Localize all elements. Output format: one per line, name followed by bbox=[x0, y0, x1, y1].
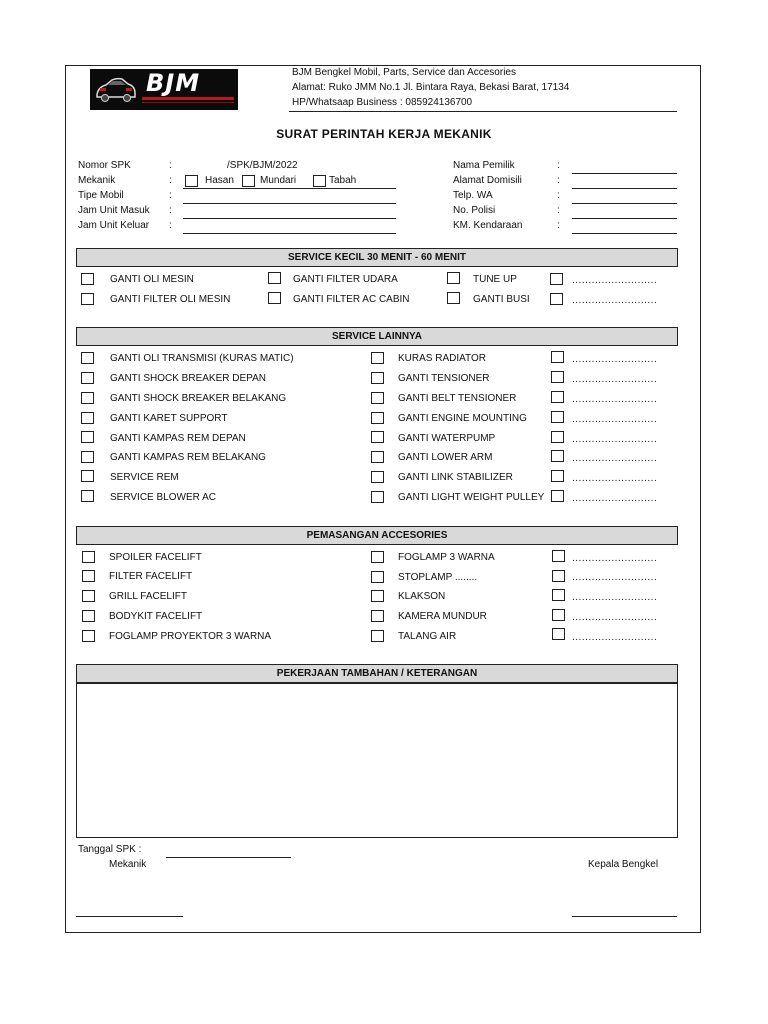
item-ganti-link-stabilizer: GANTI LINK STABILIZER bbox=[398, 472, 513, 483]
item-klakson: KLAKSON bbox=[398, 591, 446, 602]
item-spoiler-facelift: SPOILER FACELIFT bbox=[109, 552, 202, 563]
checkbox-talang-air[interactable] bbox=[371, 630, 384, 642]
checkbox-ganti-light-weight-pulley[interactable] bbox=[371, 491, 384, 503]
extra-field-dots[interactable]: .......................... bbox=[572, 295, 658, 306]
item-ganti-waterpump: GANTI WATERPUMP bbox=[398, 433, 496, 444]
extra-field-dots[interactable]: .......................... bbox=[572, 453, 658, 464]
checkbox-spoiler-facelift[interactable] bbox=[82, 551, 95, 563]
telp-wa-field[interactable] bbox=[572, 203, 677, 204]
checkbox-service-extra-2[interactable] bbox=[550, 293, 563, 305]
checkbox-ganti-kampas-depan[interactable] bbox=[81, 431, 94, 443]
checkbox-service-blower-ac[interactable] bbox=[81, 490, 94, 502]
checkbox-lainnya-extra-6[interactable] bbox=[551, 450, 564, 462]
tanggal-spk-label: Tanggal SPK : bbox=[78, 844, 142, 855]
colon: : bbox=[557, 220, 560, 231]
mekanik-label: Mekanik bbox=[78, 175, 116, 186]
checkbox-ganti-tensioner[interactable] bbox=[371, 372, 384, 384]
checkbox-lainnya-extra-3[interactable] bbox=[551, 391, 564, 403]
checkbox-ganti-shock-belakang[interactable] bbox=[81, 392, 94, 404]
checkbox-tune-up[interactable] bbox=[447, 272, 460, 284]
km-kendaraan-field[interactable] bbox=[572, 233, 677, 234]
item-ganti-busi: GANTI BUSI bbox=[473, 294, 530, 305]
item-ganti-filter-udara: GANTI FILTER UDARA bbox=[293, 274, 398, 285]
checkbox-ganti-oli-transmisi[interactable] bbox=[81, 352, 94, 364]
extra-field-dots[interactable]: .......................... bbox=[572, 434, 658, 445]
checkbox-service-rem[interactable] bbox=[81, 470, 94, 482]
extra-field-dots[interactable]: .......................... bbox=[572, 414, 658, 425]
checkbox-ganti-engine-mounting[interactable] bbox=[371, 412, 384, 424]
checkbox-ganti-oli-mesin[interactable] bbox=[81, 273, 94, 285]
colon: : bbox=[169, 175, 172, 186]
extra-field-dots[interactable]: .......................... bbox=[572, 572, 658, 583]
colon: : bbox=[169, 205, 172, 216]
mekanik-hasan-label: Hasan bbox=[205, 175, 234, 186]
mekanik-underline bbox=[183, 188, 396, 189]
item-service-blower-ac: SERVICE BLOWER AC bbox=[110, 492, 216, 503]
checkbox-accesories-extra-1[interactable] bbox=[552, 550, 565, 562]
checkbox-service-extra-1[interactable] bbox=[550, 273, 563, 285]
nomor-spk-label: Nomor SPK bbox=[78, 160, 131, 171]
section-service-lainnya-header: SERVICE LAINNYA bbox=[76, 327, 678, 346]
extra-field-dots[interactable]: .......................... bbox=[572, 275, 658, 286]
company-phone: HP/Whatsaap Business : 085924136700 bbox=[292, 97, 473, 108]
checkbox-lainnya-extra-1[interactable] bbox=[551, 351, 564, 363]
nama-pemilik-field[interactable] bbox=[572, 173, 677, 174]
item-grill-facelift: GRILL FACELIFT bbox=[109, 591, 187, 602]
colon: : bbox=[557, 175, 560, 186]
checkbox-ganti-link-stabilizer[interactable] bbox=[371, 471, 384, 483]
checkbox-accesories-extra-4[interactable] bbox=[552, 609, 565, 621]
extra-field-dots[interactable]: .......................... bbox=[572, 553, 658, 564]
alamat-domisili-label: Alamat Domisili bbox=[453, 175, 522, 186]
item-tune-up: TUNE UP bbox=[473, 274, 517, 285]
item-ganti-filter-oli-mesin: GANTI FILTER OLI MESIN bbox=[110, 294, 231, 305]
item-ganti-shock-belakang: GANTI SHOCK BREAKER BELAKANG bbox=[110, 393, 287, 404]
mekanik-mundari-label: Mundari bbox=[260, 175, 297, 186]
item-ganti-oli-mesin: GANTI OLI MESIN bbox=[110, 274, 194, 285]
item-ganti-kampas-belakang: GANTI KAMPAS REM BELAKANG bbox=[110, 452, 266, 463]
item-talang-air: TALANG AIR bbox=[398, 631, 457, 642]
mekanik-tabah-checkbox[interactable] bbox=[313, 175, 326, 187]
telp-wa-label: Telp. WA bbox=[453, 190, 493, 201]
checkbox-foglamp-proyektor[interactable] bbox=[82, 630, 95, 642]
checkbox-foglamp-3-warna[interactable] bbox=[371, 551, 384, 563]
item-ganti-oli-transmisi: GANTI OLI TRANSMISI (KURAS MATIC) bbox=[110, 353, 294, 364]
item-foglamp-3-warna: FOGLAMP 3 WARNA bbox=[398, 552, 495, 563]
item-ganti-karet-support: GANTI KARET SUPPORT bbox=[110, 413, 228, 424]
kepala-bengkel-label: Kepala Bengkel bbox=[588, 859, 659, 870]
tipe-mobil-label: Tipe Mobil bbox=[78, 190, 124, 201]
extra-field-dots[interactable]: .......................... bbox=[572, 493, 658, 504]
no-polisi-field[interactable] bbox=[572, 218, 677, 219]
checkbox-ganti-karet-support[interactable] bbox=[81, 412, 94, 424]
jam-keluar-field[interactable] bbox=[183, 233, 396, 234]
checkbox-lainnya-extra-8[interactable] bbox=[551, 490, 564, 502]
item-foglamp-proyektor: FOGLAMP PROYEKTOR 3 WARNA bbox=[109, 631, 272, 642]
company-address: Alamat: Ruko JMM No.1 Jl. Bintara Raya, Bekasi Barat, 17134 bbox=[292, 82, 570, 93]
alamat-domisili-field[interactable] bbox=[572, 188, 677, 189]
tipe-mobil-field[interactable] bbox=[183, 203, 396, 204]
mekanik-hasan-checkbox[interactable] bbox=[185, 175, 198, 187]
colon: : bbox=[557, 190, 560, 201]
checkbox-kamera-mundur[interactable] bbox=[371, 610, 384, 622]
jam-masuk-field[interactable] bbox=[183, 218, 396, 219]
item-ganti-engine-mounting: GANTI ENGINE MOUNTING bbox=[398, 413, 527, 424]
checkbox-accesories-extra-5[interactable] bbox=[552, 628, 565, 640]
header-divider bbox=[289, 111, 677, 112]
item-stoplamp: STOPLAMP ........ bbox=[398, 572, 478, 583]
km-kendaraan-label: KM. Kendaraan bbox=[453, 220, 523, 231]
checkbox-ganti-busi[interactable] bbox=[447, 292, 460, 304]
item-ganti-kampas-depan: GANTI KAMPAS REM DEPAN bbox=[110, 433, 246, 444]
checkbox-grill-facelift[interactable] bbox=[82, 590, 95, 602]
extra-field-dots[interactable]: .......................... bbox=[572, 612, 658, 623]
company-logo bbox=[90, 69, 238, 110]
item-ganti-shock-depan: GANTI SHOCK BREAKER DEPAN bbox=[110, 373, 266, 384]
colon: : bbox=[169, 160, 172, 171]
checkbox-stoplamp[interactable] bbox=[371, 571, 384, 583]
checkbox-lainnya-extra-5[interactable] bbox=[551, 431, 564, 443]
extra-field-dots[interactable]: .......................... bbox=[572, 473, 658, 484]
colon: : bbox=[169, 220, 172, 231]
checkbox-ganti-filter-ac-cabin[interactable] bbox=[268, 292, 281, 304]
section-accesories-header: PEMASANGAN ACCESORIES bbox=[76, 526, 678, 545]
item-kamera-mundur: KAMERA MUNDUR bbox=[398, 611, 487, 622]
checkbox-kuras-radiator[interactable] bbox=[371, 352, 384, 364]
nama-pemilik-label: Nama Pemilik bbox=[453, 160, 515, 171]
tanggal-spk-field[interactable] bbox=[166, 857, 291, 858]
checkbox-klakson[interactable] bbox=[371, 590, 384, 602]
checkbox-ganti-kampas-belakang[interactable] bbox=[81, 451, 94, 463]
car-icon bbox=[94, 73, 138, 106]
logo-stripe-thin bbox=[142, 102, 234, 103]
colon: : bbox=[557, 160, 560, 171]
colon: : bbox=[557, 205, 560, 216]
checkbox-ganti-waterpump[interactable] bbox=[371, 431, 384, 443]
checkbox-ganti-belt-tensioner[interactable] bbox=[371, 392, 384, 404]
checkbox-lainnya-extra-2[interactable] bbox=[551, 371, 564, 383]
logo-stripe bbox=[142, 97, 234, 100]
item-ganti-belt-tensioner: GANTI BELT TENSIONER bbox=[398, 393, 517, 404]
mekanik-mundari-checkbox[interactable] bbox=[242, 175, 255, 187]
jam-keluar-label: Jam Unit Keluar bbox=[78, 220, 150, 231]
checkbox-filter-facelift[interactable] bbox=[82, 570, 95, 582]
item-ganti-light-weight-pulley: GANTI LIGHT WEIGHT PULLEY bbox=[398, 492, 545, 503]
item-kuras-radiator: KURAS RADIATOR bbox=[398, 353, 486, 364]
nomor-spk-value[interactable]: /SPK/BJM/2022 bbox=[227, 160, 298, 171]
company-name: BJM Bengkel Mobil, Parts, Service dan Accesories bbox=[292, 67, 516, 78]
jam-masuk-label: Jam Unit Masuk bbox=[78, 205, 150, 216]
extra-field-dots[interactable]: .......................... bbox=[572, 374, 658, 385]
extra-field-dots[interactable]: .......................... bbox=[572, 354, 658, 365]
checkbox-lainnya-extra-7[interactable] bbox=[551, 470, 564, 482]
checkbox-lainnya-extra-4[interactable] bbox=[551, 411, 564, 423]
extra-field-dots[interactable]: .......................... bbox=[572, 394, 658, 405]
mekanik-tabah-label: Tabah bbox=[329, 175, 357, 186]
page-title: SURAT PERINTAH KERJA MEKANIK bbox=[276, 127, 492, 141]
logo-text: BJM bbox=[146, 69, 201, 97]
section-tambahan-header: PEKERJAAN TAMBAHAN / KETERANGAN bbox=[76, 664, 678, 683]
mekanik-signature-label: Mekanik bbox=[109, 859, 147, 870]
checkbox-accesories-extra-3[interactable] bbox=[552, 589, 565, 601]
checkbox-accesories-extra-2[interactable] bbox=[552, 570, 565, 582]
extra-field-dots[interactable]: .......................... bbox=[572, 592, 658, 603]
checkbox-ganti-filter-udara[interactable] bbox=[268, 272, 281, 284]
colon: : bbox=[169, 190, 172, 201]
keterangan-textarea[interactable] bbox=[76, 683, 678, 838]
item-ganti-filter-ac-cabin: GANTI FILTER AC CABIN bbox=[293, 294, 410, 305]
checkbox-ganti-lower-arm[interactable] bbox=[371, 451, 384, 463]
item-ganti-tensioner: GANTI TENSIONER bbox=[398, 373, 490, 384]
item-ganti-lower-arm: GANTI LOWER ARM bbox=[398, 452, 493, 463]
section-service-kecil-header: SERVICE KECIL 30 MENIT - 60 MENIT bbox=[76, 248, 678, 267]
no-polisi-label: No. Polisi bbox=[453, 205, 496, 216]
mekanik-signature-line[interactable] bbox=[76, 916, 183, 917]
item-filter-facelift: FILTER FACELIFT bbox=[109, 571, 193, 582]
checkbox-bodykit-facelift[interactable] bbox=[82, 610, 95, 622]
item-service-rem: SERVICE REM bbox=[110, 472, 179, 483]
checkbox-ganti-filter-oli-mesin[interactable] bbox=[81, 293, 94, 305]
extra-field-dots[interactable]: .......................... bbox=[572, 632, 658, 643]
kepala-bengkel-signature-line[interactable] bbox=[572, 916, 677, 917]
checkbox-ganti-shock-depan[interactable] bbox=[81, 372, 94, 384]
item-bodykit-facelift: BODYKIT FACELIFT bbox=[109, 611, 203, 622]
